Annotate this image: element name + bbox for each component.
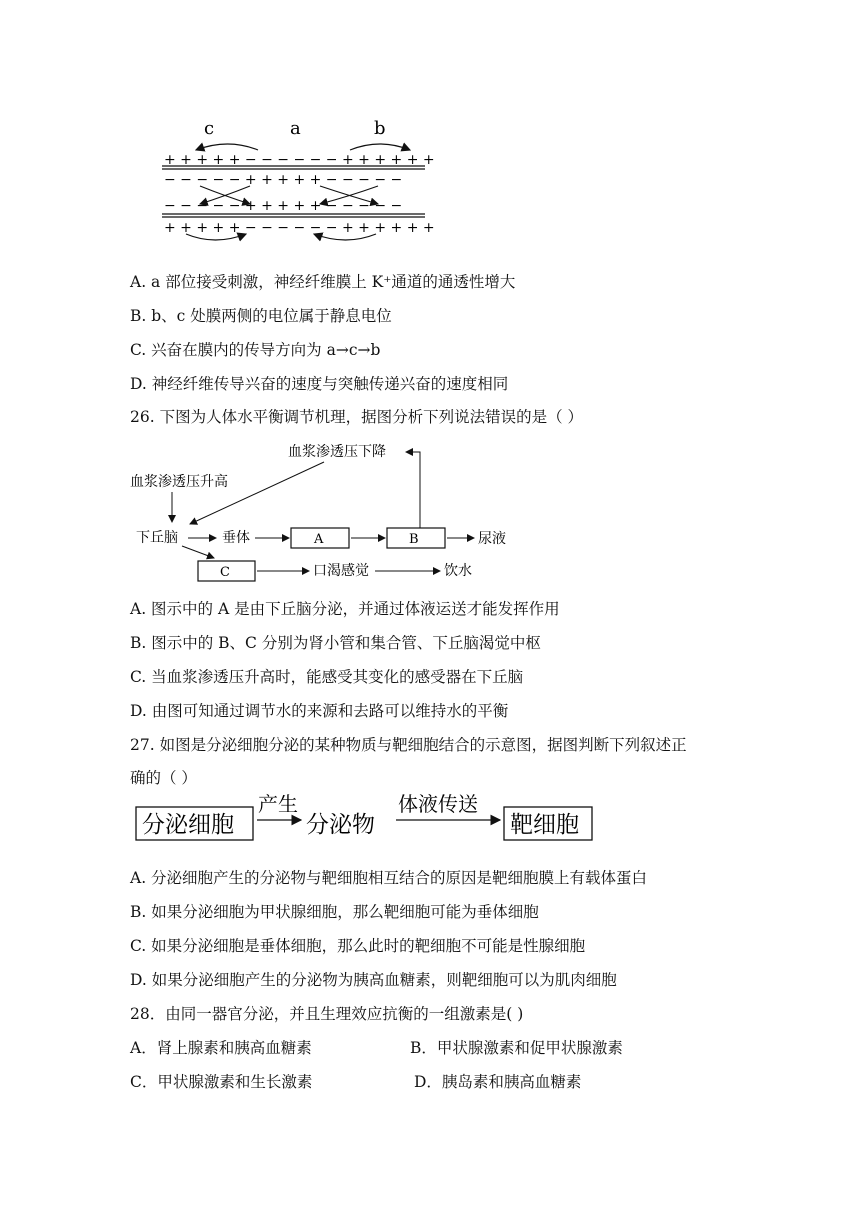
charge-row-outer-bottom: + + + + + − − − − − − + + + + + + (164, 220, 435, 236)
secretory-cell-label: 分泌细胞 (142, 812, 234, 838)
q26-option-a: A. 图示中的 A 是由下丘脑分泌，并通过体液运送才能发挥作用 (130, 600, 560, 618)
plasma-down-label: 血浆渗透压下降 (288, 444, 386, 460)
transport-label: 体液传送 (398, 792, 478, 816)
q28-option-b: B．甲状腺激素和促甲状腺激素 (410, 1039, 623, 1057)
q26-option-c: C. 当血浆渗透压升高时，能感受其变化的感受器在下丘脑 (130, 668, 524, 686)
q28-option-d: D．胰岛素和胰高血糖素 (414, 1073, 582, 1091)
svg-text:B: B (409, 532, 419, 547)
q27-option-d: D. 如果分泌细胞产生的分泌物为胰高血糖素，则靶细胞可以为肌肉细胞 (130, 971, 617, 989)
plasma-up-label: 血浆渗透压升高 (130, 474, 228, 490)
q27-stem-line2: 确的（ ） (130, 769, 197, 787)
q25-option-d: D. 神经纤维传导兴奋的速度与突触传递兴奋的速度相同 (130, 375, 509, 393)
q25-option-a: A. a 部位接受刺激，神经纤维膜上 K⁺通道的通透性增大 (130, 273, 516, 291)
label-c: c (204, 118, 215, 139)
secretion-label: 分泌物 (306, 812, 375, 838)
charge-row-inner-bottom: − − − − − + + + + + − − − − − (164, 198, 403, 214)
q27-option-c: C. 如果分泌细胞是垂体细胞，那么此时的靶细胞不可能是性腺细胞 (130, 937, 586, 955)
q27-option-b: B. 如果分泌细胞为甲状腺细胞，那么靶细胞可能为垂体细胞 (130, 903, 539, 921)
q25-option-c: C. 兴奋在膜内的传导方向为 a→c→b (130, 341, 381, 359)
label-a: a (290, 118, 301, 139)
q26-option-d: D. 由图可知通过调节水的来源和去路可以维持水的平衡 (130, 702, 509, 720)
drink-label: 饮水 (444, 563, 472, 579)
nerve-fiber-figure (0, 110, 860, 360)
produce-label: 产生 (258, 792, 298, 816)
q25-option-b: B. b、c 处膜两侧的电位属于静息电位 (130, 307, 392, 325)
q28-option-c: C．甲状腺激素和生长激素 (130, 1073, 313, 1091)
hypothalamus-label: 下丘脑 (136, 530, 178, 546)
q28-stem: 28．由同一器官分泌，并且生理效应抗衡的一组激素是( ) (130, 1005, 524, 1023)
secretion-diagram (0, 790, 860, 850)
q26-stem: 26. 下图为人体水平衡调节机理，据图分析下列说法错误的是（ ） (130, 408, 584, 426)
pituitary-label: 垂体 (222, 530, 250, 546)
svg-text:A: A (314, 532, 324, 547)
water-balance-diagram (0, 432, 860, 592)
thirst-label: 口渴感觉 (313, 563, 369, 579)
q26-option-b: B. 图示中的 B、C 分别为肾小管和集合管、下丘脑渴觉中枢 (130, 634, 541, 652)
label-b: b (374, 118, 386, 139)
target-cell-label: 靶细胞 (510, 812, 579, 838)
charge-row-outer-top: + + + + + − − − − − − + + + + + + (164, 152, 435, 168)
q28-option-a: A．肾上腺素和胰高血糖素 (130, 1039, 312, 1057)
q27-stem-line1: 27. 如图是分泌细胞分泌的某种物质与靶细胞结合的示意图，据图判断下列叙述正 (130, 736, 687, 754)
urine-label: 尿液 (478, 531, 506, 547)
position-labels (204, 118, 386, 139)
q27-option-a: A. 分泌细胞产生的分泌物与靶细胞相互结合的原因是靶细胞膜上有载体蛋白 (130, 869, 648, 887)
current-arrow-top-left (196, 144, 258, 150)
svg-text:C: C (220, 565, 230, 580)
charge-row-inner-top: − − − − − + + + + + − − − − − (164, 172, 403, 188)
current-arrow-top-right (350, 144, 410, 150)
